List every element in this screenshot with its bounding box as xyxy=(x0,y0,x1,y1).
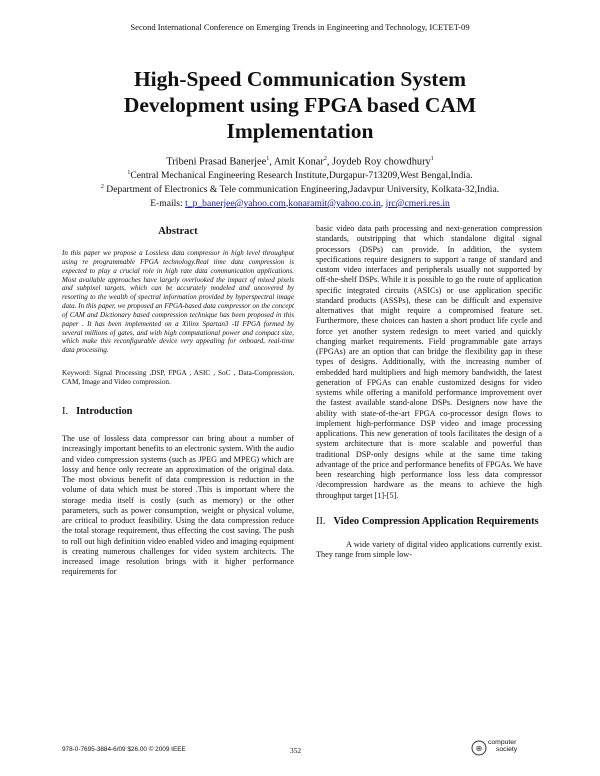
email-link[interactable]: t_p_banerjee@yahoo.com xyxy=(185,198,286,209)
email-link[interactable]: konaramit@yahoo.co.in xyxy=(288,198,381,209)
left-column xyxy=(62,226,294,578)
intro-text: The use of lossless data compressor can bring about a number of increasingly important benefits to an electronic system. With the audio and video compression systems (such as JPEG and MPEG) which are lossy and hence only recreate an approximation of the original data. The most obvious benefit of data compression is reduction in the volume of data which must be stored .This is important where the storage media itself is costly (such as memory) or the other parameters, such as power consumption, weight or physical volume, are critical to product feasibility. Using the data compression reduce the total storage requirement, thus effecting the cost saving. The push to roll out high definition video enabled video and imaging equipment is creating numerous challenges for video system architects. The increased image resolution brings with it higher performance requirements for xyxy=(62,434,294,577)
section-number: II. xyxy=(316,515,326,527)
email-line: E-mails: t_p_banerjee@yahoo.com,konaramit@yahoo.co.in, jrc@cmeri.res.in xyxy=(150,198,450,209)
computer-society-logo xyxy=(470,737,540,759)
email-link[interactable]: jrc@cmeri.res.in xyxy=(385,198,450,209)
page-number: 352 xyxy=(290,746,302,755)
title-line: High-Speed Communication System xyxy=(133,67,467,91)
computer-society-icon xyxy=(470,739,488,757)
affiliation xyxy=(0,170,600,181)
affiliation-text: Central Mechanical Engineering Research Institute,Durgapur-713209,West Bengal,India. xyxy=(130,170,473,182)
title-line: Implementation xyxy=(226,119,374,143)
keywords: Keyword: Signal Processing ,DSP, FPGA , ASIC , SoC , Data-Compression, CAM, Image and Video compression. xyxy=(62,369,294,387)
author-list: Tribeni Prasad Banerjee$^1$, Amit Konar$^2$, Joydeb Roy chowdhury$^1$ xyxy=(166,156,434,168)
intro-text-continued: basic video data path processing and next-generation compression standards, outstripping that which standalone digital signal processors (DSPs) can provide. In addition, the system specifications require designers to support a range of standard and custom video interfaces and peripherals usually not supported by off-the-shelf DSPs. While it is possible to go the route of application specific integrated circuits (ASICs) or use application specific standard products (ASSPs), these can be difficult and expensive alternatives that might require a compromised feature set. Furthermore, these choices can hasten a short product life cycle and force yet another system redesign to meet varied and quickly changing market requirements. Field programmable gate arrays (FPGAs) are an option that can bridge the flexibility gap in these types of designs. Additionally, with the increasing number of embedded hard multipliers and high memory bandwidth, the latest generation of FPGAs can enable customized designs for video systems while offering a manifold performance improvement over the fastest available stand-alone DSPs. Designers now have the ability with state-of-the-art FPGA co-processor design flows to implement high-performance DSP video and image processing applications. This new generation of tools facilitates the design of a system architecture that is more scalable and powerful than traditional DSP-only designs while at the same time taking advantage of the price and performance benefits of FPGAs. We have been researching high performance loss less data compressor /decompression hardware as the means to achieve the high throughput target [1]-[5]. xyxy=(316,224,542,500)
section-heading xyxy=(316,515,542,528)
section-title: Introduction xyxy=(76,406,133,418)
email-label: E-mails: xyxy=(150,198,183,209)
logo-line: society xyxy=(496,746,518,753)
author-name: Joydeb Roy chowdhury xyxy=(332,156,431,168)
title-line: Development using FPGA based CAM xyxy=(123,93,477,117)
paper-title xyxy=(40,66,560,144)
author-sup: 2 xyxy=(323,156,327,162)
affiliation-sup: 1 xyxy=(127,170,131,176)
copyright-line: 978-0-7695-3884-6/09 $26.00 © 2009 IEEE xyxy=(62,746,186,753)
svg-text:⊕: ⊕ xyxy=(475,744,483,753)
author-name: Amit Konar xyxy=(273,156,324,168)
author-name: Tribeni Prasad Banerjee xyxy=(166,156,267,168)
affiliation-text: Department of Electronics & Tele communication Engineering,Jadavpur University, Kolkata-32,India. xyxy=(106,184,500,196)
author-sup: 1 xyxy=(430,156,434,162)
right-column xyxy=(316,224,542,560)
author-sup: 1 xyxy=(266,156,270,162)
section2-text: A wide variety of digital video applications currently exist. They range from simple low- xyxy=(316,539,542,559)
affiliation xyxy=(0,184,600,195)
section-heading xyxy=(62,405,294,418)
section-number: I. xyxy=(62,406,69,418)
conference-header: Second International Conference on Emerging Trends in Engineering and Technology, ICETET-09 xyxy=(130,22,470,32)
section-title: Video Compression Application Requirements xyxy=(333,515,539,527)
affiliation-sup: 2 xyxy=(100,184,104,190)
logo-text xyxy=(488,739,517,753)
abstract-heading: Abstract xyxy=(158,226,198,237)
logo-line: computer xyxy=(488,739,517,746)
abstract-text: In this paper we propose a Lossless data compressor in high level throughput using re programmable FPGA technology.Real time data compression is expected to play a crucial role in high rate data communication applications. Most available approaches have largely overlooked the impact of mixed pixels and subpixel targets, which can be accurately modeled and uncovered by resorting to the wealth of spectral information provided by hyperspectral image data. In this paper, we proposed an FPGA-based data compressor on the concept of CAM and Dictionary based compression technique has been proposed in this paper . It has been implemented on a Xilinx Spartan3 -II FPGA formed by several millions of gates, and with high computational power and compact size, which make this reconfigurable device very appealing for onboard, real-time data processing. xyxy=(62,249,294,355)
